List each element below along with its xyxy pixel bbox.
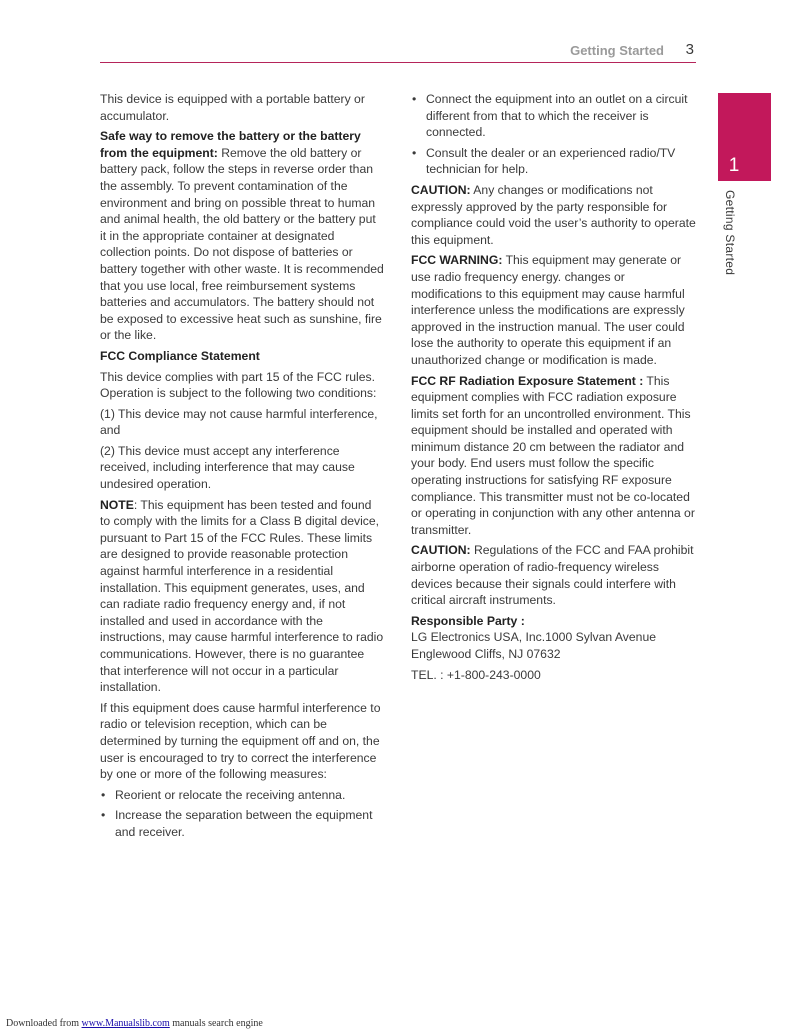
chapter-number: 1 [728, 155, 740, 176]
telephone: TEL. : +1-800-243-0000 [411, 667, 541, 682]
fcc-compliance-heading-text: FCC Compliance Statement [100, 348, 260, 363]
caution-heading: CAUTION: [411, 182, 471, 197]
list-item [411, 145, 697, 178]
fcc-condition-1: (1) This device may not cause harmful interference, and [100, 406, 378, 438]
faa-caution-paragraph [411, 542, 697, 608]
fcc-warning-paragraph [411, 252, 697, 368]
rf-exposure-text: This equipment complies with FCC radiation exposure limits set forth for an uncontrolled environment. This equipment should be installed and operated with minimum distance 20 cm between the radiator and your body. End users must follow the specific operating instructions for satisfying RF exposure compliance. This transmitter must not be co-located or operating in conjunction with any other antenna or transmitter. [411, 373, 695, 537]
bullet-icon: • [412, 145, 417, 160]
list-item-text: Consult the dealer or an experienced radio/TV technician for help. [426, 145, 676, 177]
page-number: 3 [685, 41, 694, 58]
measures-list [100, 787, 384, 841]
address-line-1: LG Electronics USA, Inc.1000 Sylvan Avenue [411, 630, 657, 645]
bullet-icon: • [101, 808, 106, 823]
list-item-text: Increase the separation between the equipment and receiver. [115, 808, 373, 839]
list-item-text: Reorient or relocate the receiving antenna. [115, 787, 346, 802]
left-column [100, 91, 384, 845]
chapter-tab-label: Getting Started [723, 190, 737, 276]
bullet-icon: • [412, 92, 417, 106]
note-heading: NOTE [100, 497, 134, 512]
note-text: : This equipment has been tested and found to comply with the limits for a Class B digital device, pursuant to Part 15 of the FCC Rules. These limits are designed to provide reasonable protection against harmful interference in a residential installation. This equipment generates, uses, and can radiate radio frequency energy and, if not installed and used in accordance with the instructions, may cause harmful interference to radio communications. However, there is no guarantee that interference will not occur in a particular installation. [100, 497, 384, 695]
battery-removal-paragraph [100, 128, 384, 344]
faa-caution-heading: CAUTION: [411, 543, 471, 558]
footer-prefix: Downloaded from [6, 1018, 82, 1029]
list-item [100, 807, 384, 840]
battery-removal-text: Remove the old battery or battery pack, follow the steps in reverse order than the assembly. To prevent contamination of the environment and bring on possible threat to human and animal health, the old battery or the battery put it in the appropriate container at designated collection points. Do not dispose of batteries or battery together with other waste. It is recommended that you use local, free reimbursement systems batteries and accumulators. The battery should not be exposed to excessive heat such as sunshine, fire or the like. [100, 145, 384, 343]
measures-list-continued [411, 91, 697, 178]
address-line-2: Englewood Cliffs, NJ 07632 [411, 647, 561, 661]
fcc-warning-heading: FCC WARNING: [411, 253, 503, 268]
fcc-compliance-heading [100, 348, 384, 365]
responsible-party-heading [411, 613, 697, 630]
page-header [100, 40, 696, 63]
footer-suffix: manuals search engine [169, 1018, 263, 1029]
responsible-party-address [411, 629, 697, 662]
download-footer [6, 1018, 263, 1029]
list-item [100, 787, 384, 804]
fcc-condition-2: (2) This device must accept any interference received, including interference that may cause undesired operation. [100, 443, 355, 492]
caution-text: Any changes or modifications not expressly approved by the party responsible for compliance could void the user’s authority to operate this equipment. [411, 182, 696, 247]
right-column [411, 91, 697, 687]
list-item [411, 91, 697, 141]
battery-removal-heading: Safe way to remove the battery or the battery from the equipment: [100, 129, 361, 160]
list-item-text: Connect the equipment into an outlet on a circuit different from that to which the receiver is connected. [426, 92, 688, 140]
rf-exposure-paragraph [411, 373, 697, 539]
fcc-warning-text: This equipment may generate or use radio frequency energy. changes or modifications to this equipment may cause harmful interference unless the modifications are expressly approved in the instruction manual. The user could lose the authority to operate this equipment if an unauthorized change or modification is made. [411, 253, 685, 367]
fcc-compliance-paragraph: This device complies with part 15 of the FCC rules. Operation is subject to the following two conditions: [100, 369, 377, 401]
battery-paragraph: This device is equipped with a portable battery or accumulator. [100, 92, 365, 123]
rf-exposure-heading: FCC RF Radiation Exposure Statement : [411, 373, 644, 388]
note-paragraph [100, 497, 384, 696]
measures-paragraph: If this equipment does cause harmful interference to radio or television reception, which can be determined by turning the equipment off and on, the user is encouraged to try to correct the interference by one or more of the following measures: [100, 700, 381, 782]
chapter-tab [718, 93, 771, 181]
section-title: Getting Started [570, 43, 664, 58]
faa-caution-text: Regulations of the FCC and FAA prohibit airborne operation of radio-frequency wireless devices because their signals could interfere with critical aircraft instruments. [411, 543, 694, 608]
bullet-icon: • [101, 787, 106, 802]
manualslib-link[interactable]: www.Manualslib.com [81, 1018, 170, 1029]
caution-paragraph [411, 182, 697, 248]
responsible-party-heading-text: Responsible Party : [411, 613, 525, 628]
